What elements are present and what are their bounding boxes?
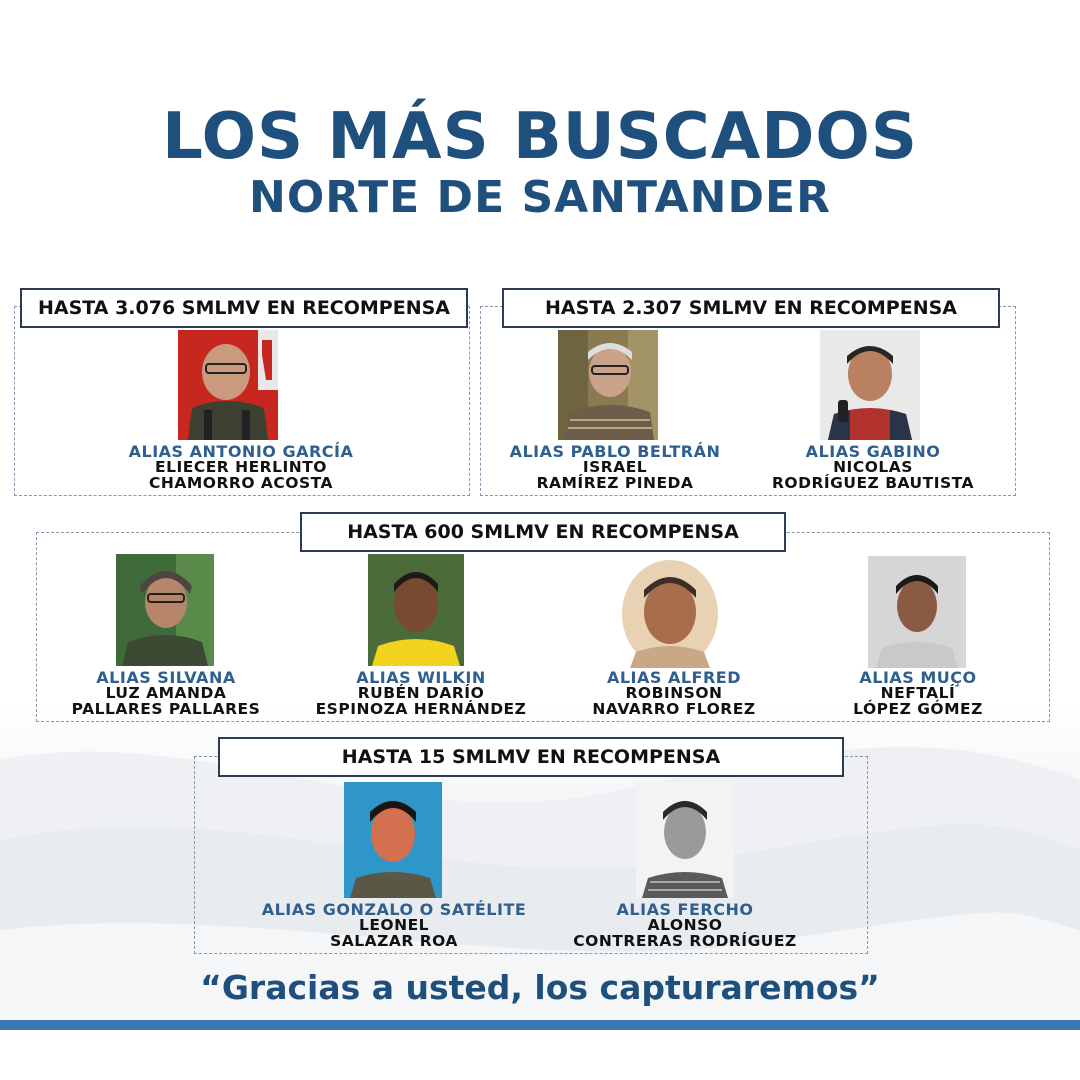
closing-quote: “Gracias a usted, los capturaremos” (200, 968, 880, 1007)
alias-label: ALIAS SILVANA (96, 668, 236, 687)
photo-alfred (620, 556, 720, 668)
full-name-line2: ESPINOZA HERNÁNDEZ (315, 700, 527, 718)
photo-wilkin (368, 554, 464, 666)
footer-bar (0, 1020, 1080, 1030)
person-gonzalo-satelite (254, 900, 534, 950)
alias-label: ALIAS FERCHO (616, 900, 754, 919)
reward-header-2307: HASTA 2.307 SMLMV EN RECOMPENSA (502, 288, 1000, 328)
reward-header-3076: HASTA 3.076 SMLMV EN RECOMPENSA (20, 288, 468, 328)
full-name-line1: LEONEL (358, 916, 430, 934)
full-name-line2: LÓPEZ GÓMEZ (853, 700, 983, 718)
photo-gonzalo-satelite (344, 782, 442, 898)
full-name-line1: ALONSO (647, 916, 723, 934)
reward-header-600: HASTA 600 SMLMV EN RECOMPENSA (300, 512, 786, 552)
full-name-line2: PALLARES PALLARES (71, 700, 261, 718)
page-title: LOS MÁS BUSCADOS (162, 100, 918, 174)
person-wilkin (306, 668, 536, 718)
photo-pablo-beltran (558, 330, 658, 440)
alias-label: ALIAS GONZALO O SATÉLITE (261, 900, 527, 919)
full-name-line2: SALAZAR ROA (330, 932, 458, 950)
photo-silvana (116, 554, 214, 666)
reward-header-15: HASTA 15 SMLMV EN RECOMPENSA (218, 737, 844, 777)
alias-label: ALIAS MUÇO (859, 668, 977, 687)
person-fercho (570, 900, 800, 950)
person-muco (820, 668, 1016, 718)
full-name-line2: CHAMORRO ACOSTA (149, 474, 333, 492)
full-name-line1: NICOLAS (833, 458, 913, 476)
full-name-line2: NAVARRO FLOREZ (592, 700, 756, 718)
full-name-line2: RAMÍREZ PINEDA (536, 474, 694, 492)
full-name-line1: LUZ AMANDA (105, 684, 227, 702)
full-name-line2: CONTRERAS RODRÍGUEZ (573, 932, 797, 950)
full-name-line2: RODRÍGUEZ BAUTISTA (771, 474, 974, 492)
person-antonio-garcia (14, 442, 468, 492)
alias-label: ALIAS WILKIN (356, 668, 486, 687)
person-pablo-beltran (480, 442, 750, 492)
alias-label: ALIAS ANTONIO GARCÍA (128, 442, 354, 461)
photo-antonio-garcia (178, 330, 278, 440)
full-name-line1: ISRAEL (582, 458, 648, 476)
alias-label: ALIAS PABLO BELTRÁN (509, 442, 721, 461)
full-name-line1: ELIECER HERLINTO (155, 458, 327, 476)
photo-gabino (820, 330, 920, 440)
alias-label: ALIAS GABINO (805, 442, 941, 461)
alias-label: ALIAS ALFRED (606, 668, 742, 687)
full-name-line1: NEFTALÍ (880, 684, 956, 702)
full-name-line1: ROBINSON (625, 684, 723, 702)
photo-fercho (636, 782, 734, 898)
person-gabino (760, 442, 986, 492)
page-subtitle: NORTE DE SANTANDER (249, 172, 831, 223)
person-alfred (566, 668, 782, 718)
photo-muco (868, 556, 966, 668)
person-silvana (56, 668, 276, 718)
full-name-line1: RUBÉN DARÍO (357, 684, 485, 702)
